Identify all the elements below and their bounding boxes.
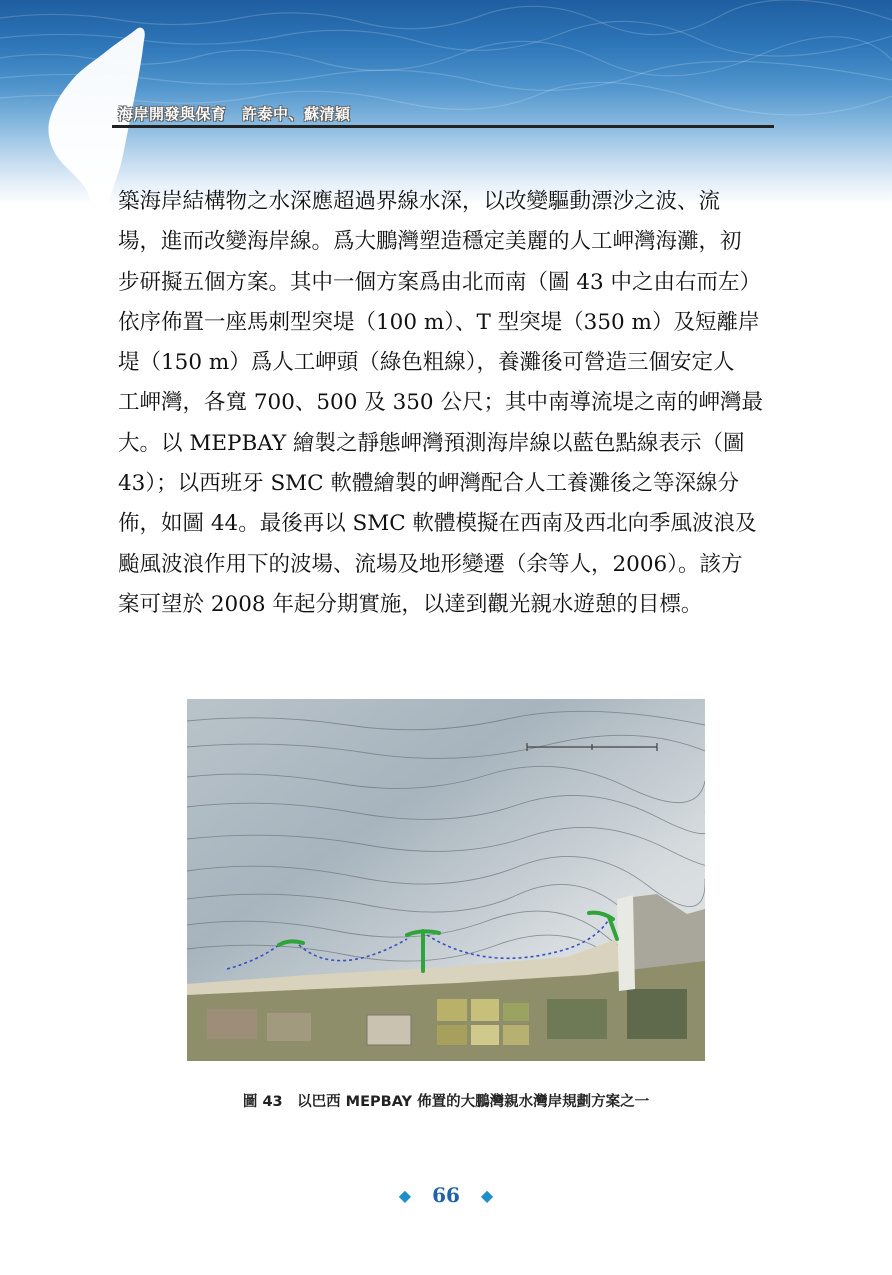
body-line: 依序佈置一座馬刺型突堤（100 m）、T 型突堤（350 m）及短離岸: [118, 309, 760, 335]
body-line: 步研擬五個方案。其中一個方案爲由北而南（圖 43 中之由右而左）: [118, 269, 762, 295]
header-rule: [112, 125, 774, 128]
body-line: 大。以 MEPBAY 繪製之靜態岬灣預測海岸線以藍色點線表示（圖: [118, 430, 745, 456]
body-line: 築海岸結構物之水深應超過界線水深，以改變驅動漂沙之波、流: [118, 189, 721, 214]
diamond-icon: ◆: [480, 1186, 494, 1205]
south-jetty: [617, 895, 635, 991]
body-line: 43）；以西班牙 SMC 軟體繪製的岬灣配合人工養灘後之等深線分: [118, 471, 739, 497]
body-line: 堤（150 m）爲人工岬頭（綠色粗線），養灘後可營造三個安定人: [118, 350, 735, 376]
body-paragraph: [118, 182, 774, 625]
running-header-title: 海岸開發與保育 許泰中、蘇清穎: [118, 105, 351, 123]
figure-caption: 圖 43 以巴西 MEPBAY 佈置的大鵬灣親水灣岸規劃方案之一: [242, 1094, 650, 1110]
page-number: 66: [432, 1183, 460, 1207]
body-line: 場，進而改變海岸線。爲大鵬灣塑造穩定美麗的人工岬灣海灘，初: [118, 229, 742, 255]
page-footer: [0, 1183, 892, 1207]
aerial-bay-illustration: [187, 699, 705, 1061]
diamond-icon: ◆: [398, 1186, 412, 1205]
figure-43-aerial-map: [187, 699, 705, 1061]
body-line: 颱風波浪作用下的波場、流場及地形變遷（余等人，2006）。該方: [118, 551, 743, 577]
body-line: 佈，如圖 44。最後再以 SMC 軟體模擬在西南及西北向季風波浪及: [118, 511, 757, 537]
body-line: 工岬灣，各寬 700、500 及 350 公尺；其中南導流堤之南的岬灣最: [118, 390, 763, 416]
body-line: 案可望於 2008 年起分期實施，以達到觀光親水遊憩的目標。: [118, 591, 703, 617]
